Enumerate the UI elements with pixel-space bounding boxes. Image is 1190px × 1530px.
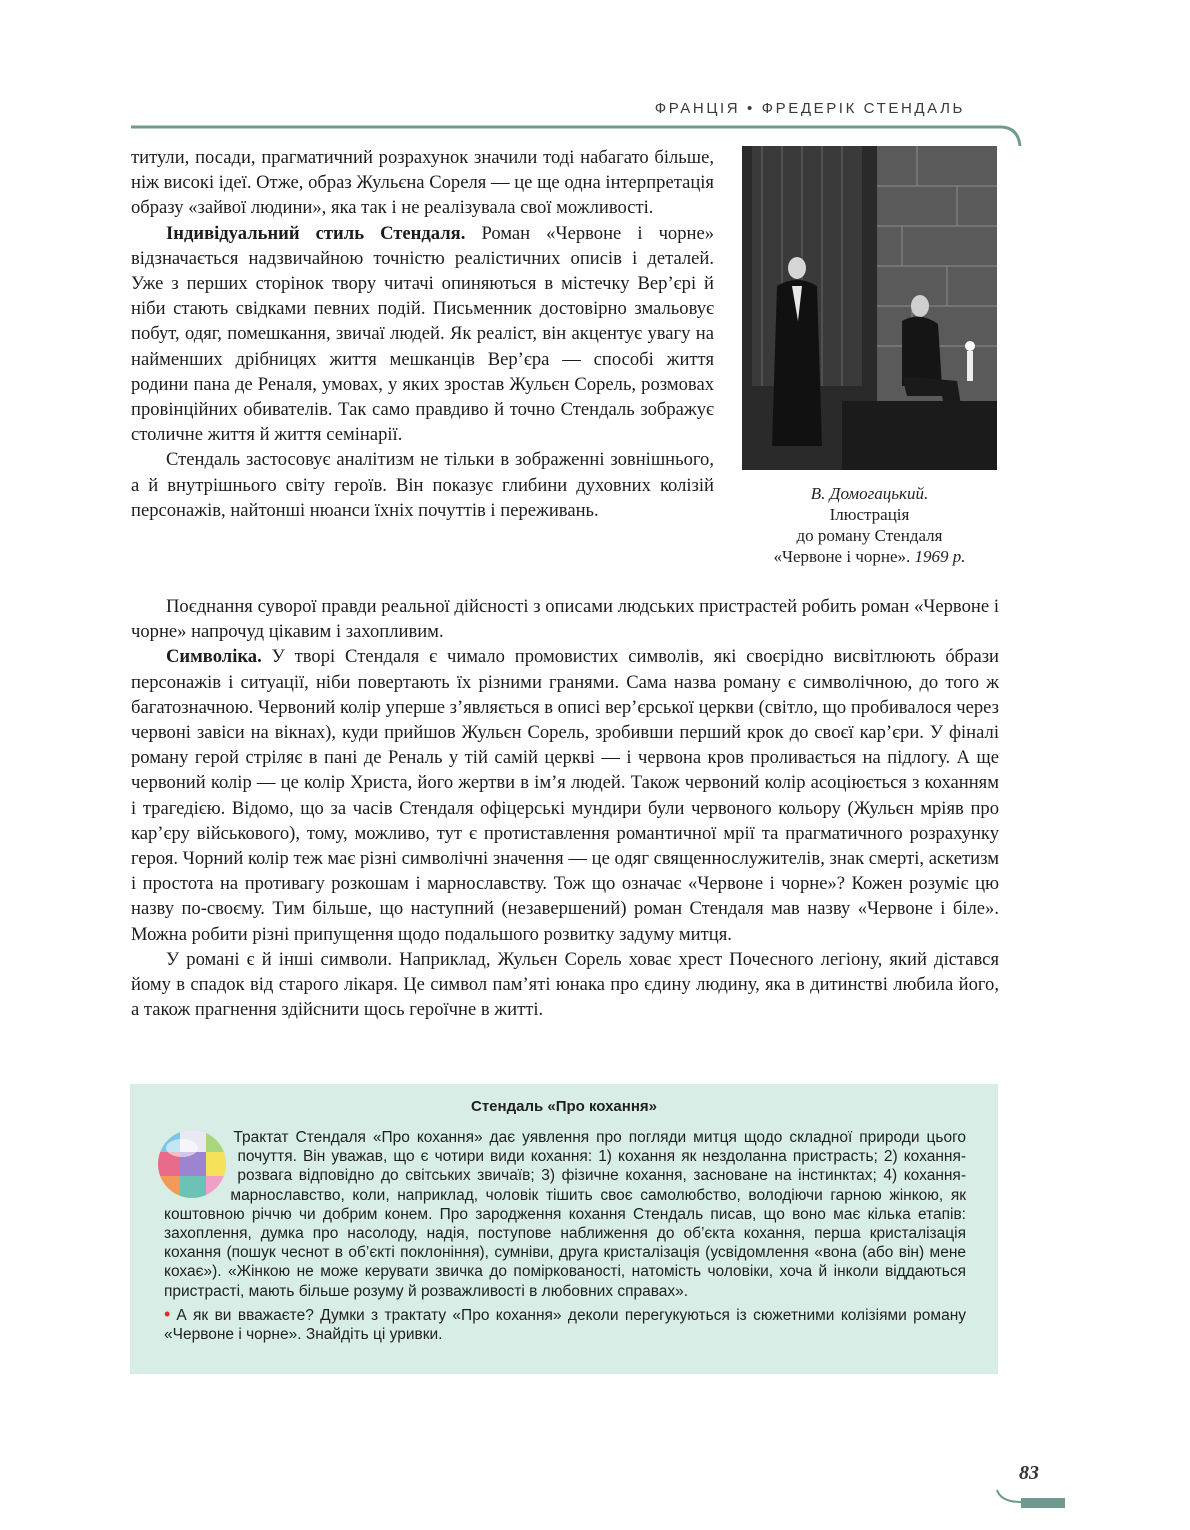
sidebar-question — [164, 1305, 966, 1344]
paragraph-4: Поєднання суворої правди реальної дійсності з описами людських пристрастей робить роман «Червоне і чорне» напрочуд цікавим і захопливим. — [131, 596, 999, 643]
paragraph-1: титули, посади, прагматичний розрахунок значили тоді набагато більше, ніж високі ідеї. Отже, образ Жульєна Сореля — це ще одна інтерпретація образу «зайвої людини», яка так і не реалізувала свої можливості. — [131, 147, 714, 219]
paragraph-5 — [131, 644, 999, 946]
globe-ball-icon — [154, 1128, 230, 1200]
caption-line3: «Червоне і чорне». — [773, 547, 911, 566]
illustration-engraving — [742, 146, 997, 470]
body-text-left-column — [131, 145, 714, 523]
caption-author: В. Домогацький. — [810, 484, 929, 503]
section-heading-symbolism: Символіка. — [166, 646, 262, 668]
sidebar-question-text: А як ви вважаєте? Думки з трактату «Про кохання» деколи перегукуються із сюжетними колізіями роману «Червоне і чорне». Знайдіть ці уривки. — [164, 1306, 966, 1344]
sidebar-body — [164, 1128, 966, 1344]
page-number-rule — [995, 1488, 1075, 1518]
caption-line2: до роману Стендаля — [796, 526, 943, 545]
running-header: ФРАНЦІЯ • ФРЕДЕРІК СТЕНДАЛЬ — [654, 100, 965, 117]
paragraph-2 — [131, 221, 714, 448]
page-number: 83 — [1019, 1462, 1039, 1484]
body-text-full-width — [131, 594, 999, 1022]
bullet-dot-icon: • — [164, 1303, 171, 1324]
illustration — [742, 146, 997, 470]
paragraph-6: У романі є й інші символи. Наприклад, Жульєн Сорель ховає хрест Почесного легіону, який дістався йому в спадок від старого лікаря. Це символ пам’яті юнака про єдину людину, яка в дитинстві любила його, а також прагнення здійснити щось героїчне в житті. — [131, 948, 999, 1021]
sidebar-paragraph: Трактат Стендаля «Про кохання» дає уявлення про погляди митця щодо складної природи цього почуття. Він уважав, що є чотири види кохання: 1) кохання як нездоланна пристрасть; 2) кохання-розвага відповідно до світських звичаїв; 3) фізичне кохання, засноване на інстинктах; 4) кохання-марнославство, коли, наприклад, чоловік тішить своє самолюбство, володіючи гарною жінкою, як коштовною річчю чи добрим конем. Про зародження кохання Стендаль писав, що воно має кілька етапів: захоплення, думка про насолоду, надія, поступове наближення до об’єкта кохання, перша кристалізація кохання (пошук чеснот в об’єкті поклоніння), сумніви, друга кристалізація (усвідомлення «вона (або він) мене кохає»). «Жінкою не може керувати звичка до поміркованості, натомість чоловіки, хоча й інколи віддаються пристрасті, мають більше розуму й розважливості в любовних справах». — [164, 1129, 966, 1300]
caption-line1: Ілюстрація — [829, 505, 910, 524]
caption-year: 1969 р. — [914, 547, 966, 566]
paragraph-2-text: Роман «Червоне і чорне» відзначається надзвичайною точністю реалістичних описів і деталей. Уже з перших сторінок твору читачі опиняються в містечку Вер’єрі й ніби стають свідками певних подій. Письменник достовірно змальовує побут, одяг, помешкання, звичаї людей. Як реаліст, він акцентує увагу на найменших дрібницях життя мешканців Вер’єра — способі життя родини пана де Реналя, умовах, у яких зростав Жульєн Сорель, розмовах провінційних обивателів. Так само правдиво й точно Стендаль зображує столичне життя й життя семінарії. — [131, 222, 715, 446]
paragraph-5-text: У творі Стендаля є чимало промовистих символів, які своєрідно висвітлюють óбрази персонажів і ситуації, ніби повертають їх різними гранями. Сама назва роману є символічною, до того ж багатозначною. Червоний колір уперше з’являється в описі вер’єрської церкви (світло, що пробивалося через червоні завіси на вікнах), куди прийшов Жульєн Сорель, зробивши перший крок до своєї кар’єри. У фіналі роману герой стріляє в пані де Реналь у тій самій церкві — і червона кров проливається на підлогу. А ще червоний колір — це колір Христа, його жертви в ім’я людей. Також червоний колір асоціюється з коханням і трагедією. Відомо, що за часів Стендаля офіцерські мундири були червоного кольору (Жульєн мріяв про кар’єру військового), тому, можливо, тут є протиставлення романтичної мрії та прагматичного розрахунку героя. Чорний колір теж має різні символічні значення — це одяг священнослужителів, знак смерті, аскетизм і простота на противагу розкошам і марнославству. Тож що означає «Червоне і чорне»? Кожен розуміє цю назву по-своєму. Тим більше, що наступний (незавершений) роман Стендаля мав назву «Червоне і біле». Можна робити різні припущення щодо подальшого розвитку задуму митця. — [131, 646, 999, 945]
paragraph-3: Стендаль застосовує аналітизм не тільки в зображенні зовнішнього, а й внутрішнього світу героїв. Він показує глибини духовних колізій персонажів, найтонші нюанси їхніх почуттів і переживань. — [131, 449, 714, 521]
illustration-caption — [742, 483, 997, 567]
section-heading-style: Індивідуальний стиль Стендаля. — [166, 222, 466, 244]
sidebar-box — [130, 1084, 998, 1374]
sidebar-title: Стендаль «Про кохання» — [471, 1098, 657, 1115]
